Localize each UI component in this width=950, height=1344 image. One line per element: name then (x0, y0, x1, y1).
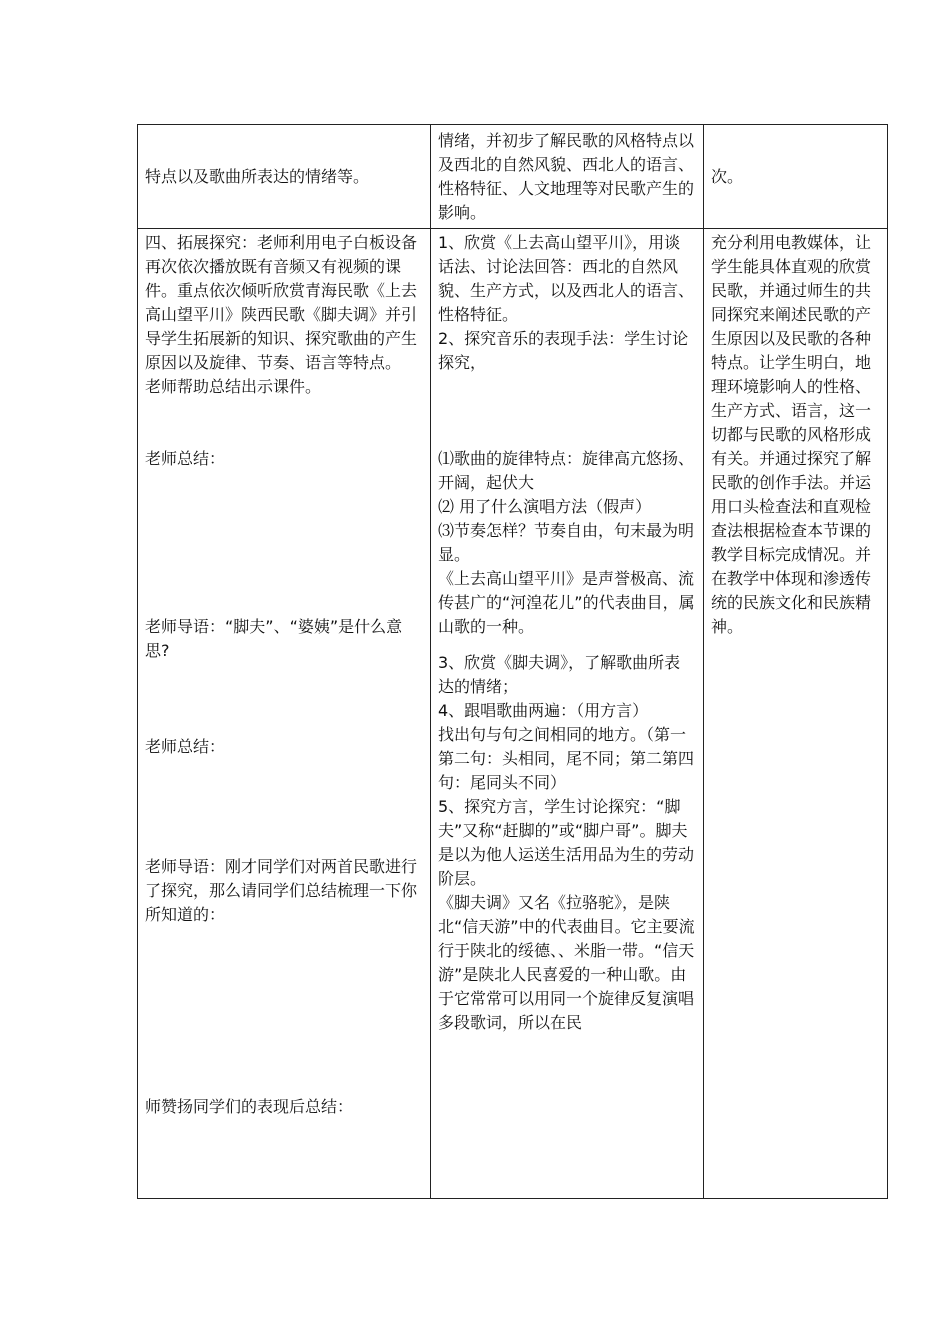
table-row (138, 229, 888, 1199)
lesson-plan-table (137, 124, 888, 1199)
paragraph: 《脚夫调》又名《拉骆驼》，是陕北“信天游”中的代表曲目。它主要流行于陕北的绥德、、米脂一带。“信天游”是陕北人民喜爱的一种山歌。由于它常常可以用同一个旋律反复演唱多段歌词，所以在民 (438, 893, 695, 1032)
section-paragraph: 四、拓展探究：老师利用电子白板设备再次依次播放既有音频又有视频的课件。重点依次倾听欣赏青海民歌《上去高山望平川》陕西民歌《脚夫调》并引导学生拓展新的知识、探究歌曲的产生原因以及旋律、节奏、语言等特点。 (145, 233, 418, 372)
paragraph: 4、跟唱歌曲两遍：（用方言） (438, 701, 649, 720)
paragraph: 2、探究音乐的表现手法：学生讨论探究， (438, 329, 689, 372)
paragraph: ⑴歌曲的旋律特点：旋律高亢悠扬、开阔，起伏大 (438, 449, 695, 492)
design-intent-cell (704, 229, 888, 1199)
paragraph: 师赞扬同学们的表现后总结： (145, 1097, 354, 1116)
paragraph: ⑵ 用了什么演唱方法（假声） (438, 497, 652, 516)
design-intent-cell (704, 125, 888, 229)
student-activity-cell (431, 229, 704, 1199)
paragraph: 5、探究方言，学生讨论探究：“脚夫”又称“赶脚的”或“脚户哥”。脚夫是以为他人运送生活用品为生的劳动阶层。 (438, 797, 695, 888)
paragraph: 3、欣赏《脚夫调》，了解歌曲所表达的情绪； (438, 653, 681, 696)
paragraph: ⑶节奏怎样？节奏自由，句末最为明显。 (438, 521, 695, 564)
cell-text: 次。 (711, 167, 744, 186)
paragraph: 老师总结： (145, 449, 226, 468)
table-row (138, 125, 888, 229)
paragraph: 老师导语：“脚夫”、“婆姨”是什么意思? (145, 617, 403, 660)
cell-text: 特点以及歌曲所表达的情绪等。 (145, 167, 370, 186)
paragraph: 找出句与句之间相同的地方。（第一第二句：头相同，尾不同；第二第四句：尾同头不同） (438, 725, 695, 792)
paragraph: 老师总结： (145, 737, 226, 756)
teacher-activity-cell (138, 125, 431, 229)
paragraph: 1、欣赏《上去高山望平川》，用谈话法、讨论法回答：西北的自然风貌、生产方式，以及西北人的语言、性格特征。 (438, 233, 695, 324)
paragraph: 老师导语：刚才同学们对两首民歌进行了探究，那么请同学们总结梳理一下你所知道的： (145, 857, 418, 924)
cell-text: 情绪，并初步了解民歌的风格特点以及西北的自然风貌、西北人的语言、性格特征、人文地理等对民歌产生的影响。 (438, 131, 695, 222)
student-activity-cell (431, 125, 704, 229)
paragraph: 《上去高山望平川》是声誉极高、流传甚广的“河湟花儿”的代表曲目，属山歌的一种。 (438, 569, 695, 636)
teacher-activity-cell (138, 229, 431, 1199)
paragraph: 老师帮助总结出示课件。 (145, 377, 322, 396)
cell-text: 充分利用电教媒体，让学生能具体直观的欣赏民歌，并通过师生的共同探究来阐述民歌的产生原因以及民歌的各种特点。让学生明白，地理环境影响人的性格、生产方式、语言，这一切都与民歌的风格形成有关。并通过探究了解民歌的创作手法。并运用口头检查法和直观检查法根据检查本节课的教学目标完成情况。并在教学中体现和渗透传统的民族文化和民族精神。 (711, 233, 872, 636)
